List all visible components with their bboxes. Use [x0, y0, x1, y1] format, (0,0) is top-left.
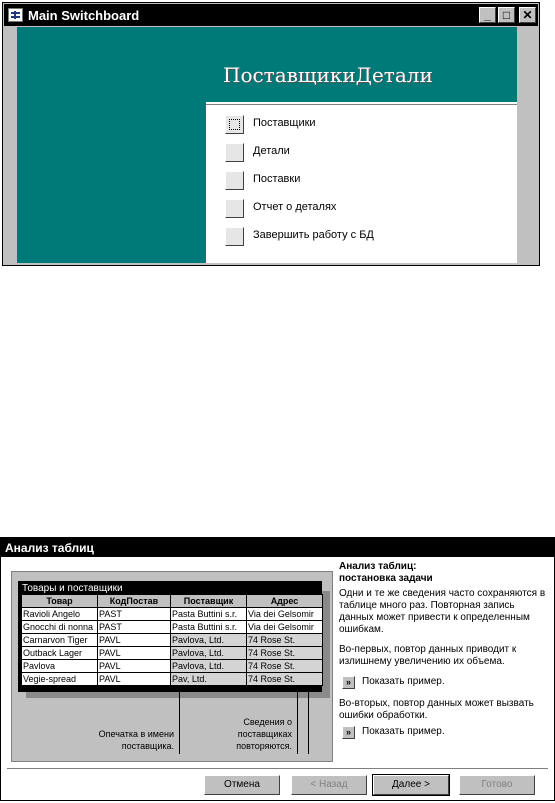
table-cell: Carnarvon Tiger: [22, 634, 98, 647]
menu-button[interactable]: [225, 143, 244, 162]
column-header: КодПостав: [98, 595, 171, 608]
table-cell: 74 Rose St.: [247, 673, 323, 686]
callout-line-repeat-left: [297, 692, 298, 754]
example-table-title: Товары и поставщики: [22, 583, 123, 594]
table-row: [22, 621, 323, 634]
menu-button[interactable]: [225, 199, 244, 218]
table-row: [22, 660, 323, 673]
menu-label: Детали: [253, 145, 290, 157]
explanation-paragraph: Одни и те же сведения часто сохраняются в таблице много раз. Повторная запись данных может привести к определенным ошибкам.: [339, 588, 546, 635]
switchboard-window: [2, 2, 540, 266]
note-line: Сведения о: [243, 717, 292, 727]
table-cell: 74 Rose St.: [247, 634, 323, 647]
table-cell: Vegie-spread: [22, 673, 98, 686]
table-analyzer-window: [0, 537, 555, 801]
table-cell: 74 Rose St.: [247, 660, 323, 673]
table-cell: PAVL: [98, 673, 171, 686]
table-cell: Ravioli Angelo: [22, 608, 98, 621]
table-cell: Via dei Gelsomir: [247, 621, 323, 634]
maximize-button[interactable]: □: [498, 7, 515, 23]
column-header: Адрес: [247, 595, 323, 608]
table-cell: Pavlova, Ltd.: [171, 660, 247, 673]
back-button[interactable]: < Назад: [291, 775, 367, 795]
table-cell: Pav, Ltd.: [171, 673, 247, 686]
table-cell: PAVL: [98, 647, 171, 660]
finish-button[interactable]: Готово: [459, 775, 535, 795]
menu-label: Поставки: [253, 173, 301, 185]
note-typo: [70, 728, 174, 752]
table-row: [22, 634, 323, 647]
explanation-paragraph: Во-вторых, повтор данных может вызвать ошибки обработки.: [339, 698, 534, 721]
menu-button[interactable]: [225, 115, 244, 134]
note-line: повторяются.: [236, 741, 292, 751]
form-icon[interactable]: [8, 8, 23, 22]
menu-button[interactable]: [225, 171, 244, 190]
minimize-button[interactable]: _: [479, 7, 496, 23]
next-button[interactable]: Далее >: [373, 775, 449, 795]
example-table: [21, 594, 323, 686]
show-example-label: Показать пример.: [362, 726, 445, 737]
table-header-row: [22, 595, 323, 608]
menu-button[interactable]: [225, 227, 244, 246]
cancel-button[interactable]: Отмена: [204, 775, 280, 795]
table-cell: Pavlova, Ltd.: [171, 634, 247, 647]
switchboard-form: [17, 27, 517, 263]
table-cell: Pavlova: [22, 660, 98, 673]
example-table-window: [18, 581, 322, 692]
explanation-paragraph: Во-первых, повтор данных приводит к излишнему увеличению их объема.: [339, 644, 517, 667]
callout-line-typo: [179, 692, 180, 754]
table-cell: PAVL: [98, 660, 171, 673]
table-cell: Via dei Gelsomir: [247, 608, 323, 621]
show-example-label: Показать пример.: [362, 676, 445, 687]
window-title: Анализ таблиц: [5, 541, 94, 555]
table-cell: PAST: [98, 621, 171, 634]
table-row: [22, 608, 323, 621]
switchboard-titlebar: [4, 4, 538, 26]
divider: [206, 104, 517, 105]
table-cell: Pasta Buttini s.r.: [171, 608, 247, 621]
note-line: поставщика.: [121, 741, 174, 751]
close-button[interactable]: ✕: [519, 7, 536, 23]
menu-label: Поставщики: [253, 117, 316, 129]
table-cell: Pasta Buttini s.r.: [171, 621, 247, 634]
callout-line-repeat-right: [308, 692, 309, 754]
table-row: [22, 673, 323, 686]
note-line: поставщиках: [237, 729, 292, 739]
table-cell: PAVL: [98, 634, 171, 647]
note-repeat: [202, 716, 292, 752]
table-cell: Pavlova, Ltd.: [171, 647, 247, 660]
table-row: [22, 647, 323, 660]
table-cell: 74 Rose St.: [247, 647, 323, 660]
button-separator: [7, 768, 548, 770]
show-example-button-2[interactable]: »: [342, 726, 355, 739]
example-illustration: [11, 571, 333, 762]
menu-label: Отчет о деталях: [253, 201, 337, 213]
table-cell: Outback Lager: [22, 647, 98, 660]
step-title: [339, 561, 433, 585]
column-header: Поставщик: [171, 595, 247, 608]
analyzer-titlebar: [1, 538, 554, 557]
note-line: Опечатка в имени: [98, 729, 174, 739]
switchboard-header: ПоставщикиДетали: [223, 63, 433, 87]
menu-label: Завершить работу с БД: [253, 229, 374, 241]
show-example-button-1[interactable]: »: [342, 676, 355, 689]
window-title: Main Switchboard: [28, 8, 140, 23]
table-cell: PAST: [98, 608, 171, 621]
teal-side-band: [17, 27, 206, 263]
column-header: Товар: [22, 595, 98, 608]
table-cell: Gnocchi di nonna: [22, 621, 98, 634]
step-title-line: Анализ таблиц:: [339, 561, 417, 572]
step-title-line: постановка задачи: [339, 573, 433, 584]
